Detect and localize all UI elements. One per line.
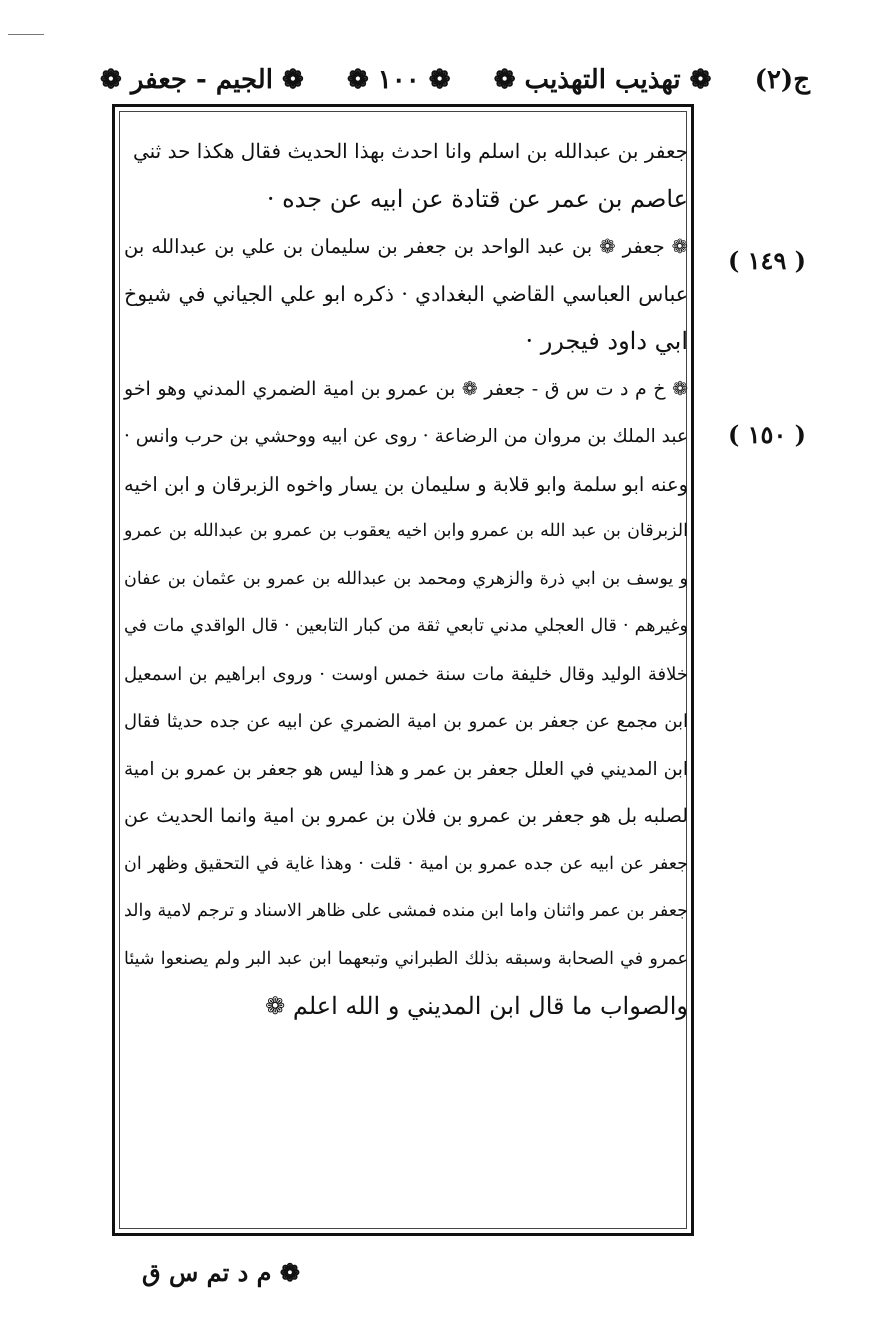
- text-line: جعفر بن عبدالله بن اسلم وانا احدث بهذا الحديث فقال هكذا حد ثني: [132, 139, 688, 163]
- text-line: و يوسف بن ابي ذرة والزهري ومحمد بن عبدالله بن عمرو بن عثمان بن عفان: [124, 568, 688, 589]
- entry-number-150: ( ١٥٠ ): [727, 420, 807, 449]
- text-line: عباس العباسي القاضي البغدادي · ذكره ابو علي الجياني في شيوخ: [124, 281, 688, 306]
- text-line: خلافة الوليد وقال خليفة مات سنة خمس اوست · وروى ابراهيم بن اسمعيل: [124, 663, 688, 685]
- text-line: وعنه ابو سلمة وابو قلابة و سليمان بن يسار واخوه الزبرقان و ابن اخيه: [124, 472, 688, 496]
- text-line: وغيرهم · قال العجلي مدني تابعي ثقة من كبار التابعين · قال الواقدي مات في: [124, 616, 688, 636]
- text-line: عبد الملك بن مروان من الرضاعة · روى عن ابيه ووحشي بن حرب وانس ·: [124, 426, 688, 447]
- text-line: والصواب ما قال ابن المديني و الله اعلم ❁: [265, 992, 688, 1020]
- text-line: ❁ خ م د ت س ق - جعفر ❁ بن عمرو بن امية الضمري المدني وهو اخو: [124, 377, 688, 400]
- text-line: عمرو في الصحابة وسبقه بذلك الطبراني وتبعهما ابن عبد البر ولم يصنعوا شيئا: [124, 948, 688, 969]
- text-line: الزبرقان بن عبد الله بن عمرو وابن اخيه يعقوب بن عمرو بن عبدالله بن عمرو: [124, 521, 688, 541]
- text-line: ابي داود فيجرر ·: [525, 327, 688, 355]
- text-line: ابن المديني في العلل جعفر بن عمر و هذا ليس هو جعفر بن عمرو بن امية: [124, 758, 688, 780]
- text-line: جعفر عن ابيه عن جده عمرو بن امية · قلت · وهذا غاية في التحقيق وظهر ان: [124, 853, 688, 874]
- text-line: جعفر بن عمر واثنان واما ابن منده فمشى على ظاهر الاسناد و ترجم لامية والد: [124, 901, 688, 921]
- page-header: [100, 60, 810, 100]
- header-volume: ج(٢): [754, 65, 810, 95]
- footnote-sigla: ❁ م د تم س ق: [141, 1258, 300, 1287]
- header-page-number: ❁ ١٠٠ ❁: [346, 65, 451, 95]
- text-line: لصلبه بل هو جعفر بن عمرو بن فلان بن عمرو بن امية وانما الحديث عن: [124, 805, 689, 827]
- header-book-title: ❁ تهذيب التهذيب ❁: [493, 65, 712, 95]
- text-line: عاصم بن عمر عن قتادة عن ابيه عن جده ·: [266, 184, 688, 213]
- header-section: ❁ الجيم - جعفر ❁: [100, 65, 304, 95]
- entry-number-149: ( ١٤٩ ): [727, 246, 807, 275]
- text-line: ❁ جعفر ❁ بن عبد الواحد بن جعفر بن سليمان بن علي بن عبدالله بن: [124, 235, 688, 258]
- text-line: ابن مجمع عن جعفر بن عمرو بن امية الضمري عن ابيه عن جده حديثا فقال: [124, 711, 688, 732]
- top-margin-rule: [8, 34, 44, 35]
- main-text: [124, 128, 688, 1031]
